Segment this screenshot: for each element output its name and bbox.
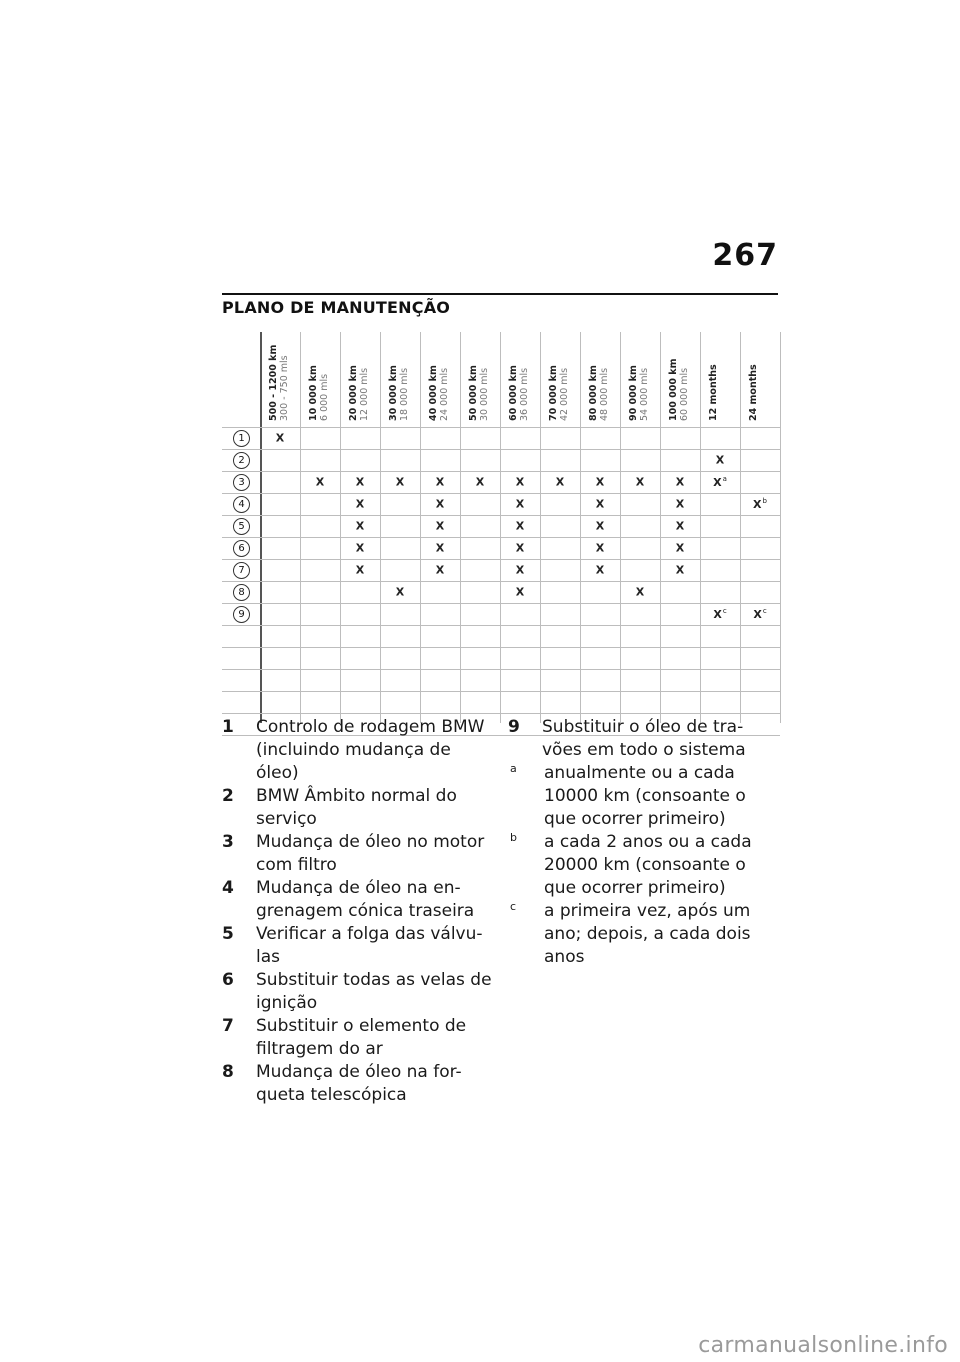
column-header-secondary: 54 000 mls [639, 367, 650, 421]
legend-left [222, 716, 492, 1107]
schedule-mark: $X^b$ [753, 497, 767, 511]
column-header-text [308, 365, 330, 421]
legend-item [222, 969, 492, 1015]
row-number-circle: 2 [233, 452, 250, 469]
schedule-mark: X [595, 497, 605, 511]
schedule-mark: X [355, 475, 365, 489]
footnote-marker: c [722, 607, 727, 615]
footnote-marker: b [762, 497, 767, 505]
column-header-secondary: 48 000 mls [599, 367, 610, 421]
schedule-mark: X [595, 475, 605, 489]
grid-vline [580, 332, 581, 723]
schedule-mark: X [515, 475, 525, 489]
grid-hline [222, 669, 780, 670]
maintenance-schedule-table [222, 332, 778, 706]
column-header-secondary: 12 000 mls [359, 367, 370, 421]
schedule-mark: X [595, 563, 605, 577]
column-header-primary: 80 000 km [588, 365, 599, 421]
legend-item-number: 4 [222, 878, 234, 898]
schedule-mark: X [675, 563, 685, 577]
legend-item-text: Mudança de óleo na for-queta telescópica [256, 1062, 462, 1105]
column-header-secondary: 6 000 mls [319, 373, 330, 421]
legend-item [508, 900, 758, 969]
row-number-circle: 7 [233, 562, 250, 579]
schedule-mark: X [395, 585, 405, 599]
legend-item-number: 6 [222, 970, 234, 990]
schedule-mark: X [675, 497, 685, 511]
schedule-mark: X [395, 475, 405, 489]
row-number-circle: 8 [233, 584, 250, 601]
legend-item [222, 923, 492, 969]
column-header-text [548, 365, 570, 421]
schedule-mark: X [515, 497, 525, 511]
schedule-mark: $X^a$ [713, 475, 727, 489]
column-header-primary: 100 000 km [668, 358, 679, 421]
legend-right [508, 716, 758, 969]
legend-item-text: Controlo de rodagem BMW (incluindo mudança de óleo) [256, 717, 485, 783]
grid-vline [540, 332, 541, 723]
column-header-primary: 60 000 km [508, 365, 519, 421]
header-rule [222, 293, 778, 295]
grid-hline [222, 515, 780, 516]
footnote-marker: a [722, 475, 727, 483]
column-header-text [508, 365, 530, 421]
schedule-mark: X [435, 541, 445, 555]
legend-item [222, 716, 492, 785]
legend-item-number: b [510, 831, 517, 844]
schedule-mark: X [635, 585, 645, 599]
grid-hline [222, 449, 780, 450]
row-number-circle: 5 [233, 518, 250, 535]
legend-item-text: a cada 2 anos ou a cada 20000 km (consoante o que ocorrer primeiro) [544, 832, 752, 898]
legend-item-text: Substituir o óleo de tra-vões em todo o sistema [542, 717, 746, 760]
column-header-text [708, 364, 719, 421]
schedule-mark: X [355, 519, 365, 533]
schedule-mark: X [675, 519, 685, 533]
column-header-text [668, 359, 690, 422]
section-title: PLANO DE MANUTENÇÃO [222, 298, 451, 317]
column-header-text [268, 345, 290, 421]
schedule-mark: X [355, 497, 365, 511]
legend-item-text: Substituir todas as velas de ignição [256, 970, 492, 1013]
schedule-mark: X [435, 497, 445, 511]
schedule-mark: X [555, 475, 565, 489]
legend-item-text: Substituir o elemento de filtragem do ar [256, 1016, 467, 1059]
column-header-primary: 50 000 km [468, 365, 479, 421]
grid-hline [222, 471, 780, 472]
schedule-mark: $X^c$ [713, 607, 727, 621]
grid-hline [222, 603, 780, 604]
legend-item-number: 2 [222, 786, 234, 806]
column-header-primary: 24 months [748, 364, 759, 421]
legend-item-text: Mudança de óleo na en-grenagem cónica traseira [256, 878, 475, 921]
grid-vline [380, 332, 381, 723]
grid-hline [222, 581, 780, 582]
column-header-text [588, 365, 610, 421]
schedule-mark: X [595, 541, 605, 555]
column-header-primary: 30 000 km [388, 365, 399, 421]
grid-vline [300, 332, 301, 723]
schedule-mark: X [315, 475, 325, 489]
column-header-primary: 12 months [708, 364, 719, 421]
schedule-mark: X [715, 453, 725, 467]
column-header-secondary: 24 000 mls [439, 367, 450, 421]
column-header-primary: 500 - 1200 km [268, 344, 279, 421]
schedule-mark: X [515, 519, 525, 533]
row-number-circle: 1 [233, 430, 250, 447]
schedule-mark: X [355, 563, 365, 577]
legend-item [222, 831, 492, 877]
legend-item [222, 785, 492, 831]
schedule-mark: X [515, 585, 525, 599]
column-header-text [348, 365, 370, 421]
schedule-mark: X [515, 541, 525, 555]
legend-item-number: c [510, 900, 517, 913]
column-header-secondary: 36 000 mls [519, 367, 530, 421]
page-number: 267 [712, 238, 778, 273]
schedule-mark: X [515, 563, 525, 577]
schedule-mark: X [435, 519, 445, 533]
grid-hline [222, 537, 780, 538]
legend-item-number: 7 [222, 1016, 234, 1036]
schedule-mark: X [595, 519, 605, 533]
grid-hline [222, 625, 780, 626]
schedule-mark: X [435, 563, 445, 577]
grid-vline [500, 332, 501, 723]
column-header-text [468, 365, 490, 421]
schedule-mark: X [275, 431, 285, 445]
legend-item-text: anualmente ou a cada 10000 km (consoante o que ocorrer primeiro) [544, 763, 746, 829]
column-header-text [388, 365, 410, 421]
legend-item [508, 831, 758, 900]
grid-hline [222, 559, 780, 560]
column-header-text [628, 365, 650, 421]
column-header-primary: 40 000 km [428, 365, 439, 421]
legend-item [508, 716, 758, 762]
row-number-circle: 6 [233, 540, 250, 557]
grid-vline [700, 332, 701, 723]
legend-item-number: a [510, 762, 517, 775]
row-number-circle: 3 [233, 474, 250, 491]
legend-item-text: a primeira vez, após um ano; depois, a cada dois anos [544, 901, 751, 967]
schedule-mark: $X^c$ [753, 607, 767, 621]
legend-item [222, 1015, 492, 1061]
grid-vline [660, 332, 661, 723]
column-header-text [748, 364, 759, 421]
row-number-circle: 9 [233, 606, 250, 623]
column-header-primary: 90 000 km [628, 365, 639, 421]
legend-item-number: 9 [508, 717, 520, 737]
column-header-primary: 70 000 km [548, 365, 559, 421]
legend-item-number: 3 [222, 832, 234, 852]
column-header-text [428, 365, 450, 421]
column-header-secondary: 18 000 mls [399, 367, 410, 421]
legend-item [222, 877, 492, 923]
grid-vline [780, 332, 781, 723]
legend-item-number: 5 [222, 924, 234, 944]
legend-item-text: Mudança de óleo no motor com filtro [256, 832, 485, 875]
column-header-primary: 10 000 km [308, 365, 319, 421]
schedule-mark: X [675, 475, 685, 489]
grid-hline [222, 647, 780, 648]
legend-item-text: Verificar a folga das válvu-las [256, 924, 483, 967]
grid-vline [340, 332, 341, 723]
grid-hline [222, 493, 780, 494]
column-header-secondary: 42 000 mls [559, 367, 570, 421]
grid-main-vline [260, 332, 262, 723]
schedule-mark: X [435, 475, 445, 489]
grid-vline [460, 332, 461, 723]
grid-hline [222, 427, 780, 428]
column-header-primary: 20 000 km [348, 365, 359, 421]
grid-vline [620, 332, 621, 723]
grid-vline [420, 332, 421, 723]
footnote-marker: c [762, 607, 767, 615]
legend-item-number: 1 [222, 717, 234, 737]
schedule-mark: X [355, 541, 365, 555]
legend-item [508, 762, 758, 831]
row-number-circle: 4 [233, 496, 250, 513]
grid-hline [222, 691, 780, 692]
column-header-secondary: 60 000 mls [679, 367, 690, 421]
watermark: carmanualsonline.info [698, 1333, 948, 1358]
grid-hline [222, 713, 780, 714]
column-header-secondary: 30 000 mls [479, 367, 490, 421]
legend-item-number: 8 [222, 1062, 234, 1082]
legend-item [222, 1061, 492, 1107]
column-header-secondary: 300 - 750 mls [279, 355, 290, 421]
schedule-mark: X [635, 475, 645, 489]
schedule-mark: X [675, 541, 685, 555]
schedule-mark: X [475, 475, 485, 489]
legend-item-text: BMW Âmbito normal do serviço [256, 786, 457, 829]
grid-vline [740, 332, 741, 723]
